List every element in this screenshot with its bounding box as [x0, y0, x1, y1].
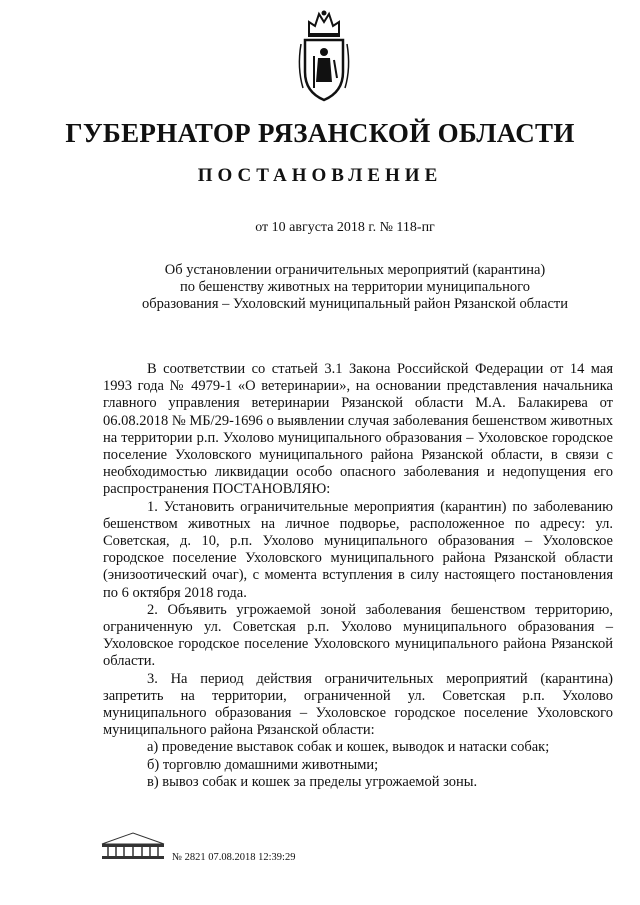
- subitem-paragraph: а) проведение выставок собак и кошек, выводок и натаски собак;: [147, 739, 550, 756]
- subitem-paragraph: б) торговлю домашними животными;: [147, 756, 379, 773]
- document-dateline: от 10 августа 2018 г. № 118-пг: [255, 220, 435, 235]
- document-type: ПОСТАНОВЛЕНИЕ: [197, 165, 443, 186]
- building-stamp-icon: [100, 830, 166, 860]
- document-body: [103, 361, 613, 791]
- subject-line: Об установлении ограничительных мероприятий (карантина): [164, 262, 546, 278]
- registration-stamp: № 2821 07.08.2018 12:39:29: [172, 852, 296, 863]
- subject-line: образования – Ухоловский муниципальный район Рязанской области: [142, 296, 568, 312]
- item-paragraph: 3. На период действия ограничительных мероприятий (карантина) запретить на территории, ограниченной ул. Советская р.п. Ухолово муниципального образования – Ухоловское городское поселение Ухоловского муниципального района Рязанской области:: [103, 670, 613, 739]
- page-title: ГУБЕРНАТОР РЯЗАНСКОЙ ОБЛАСТИ: [65, 118, 575, 148]
- subitem-paragraph: в) вывоз собак и кошек за пределы угрожаемой зоны.: [147, 773, 478, 790]
- coat-of-arms-icon: [295, 8, 353, 108]
- preamble-paragraph: В соответствии со статьей 3.1 Закона Российской Федерации от 14 мая 1993 года № 4979-1 «О ветеринарии», на основании представления начальника главного управления ветеринарии Рязанской области М.А. Балакирева от 06.08.2018 № МБ/29-1696 о выявлении случая заболевания бешенством животных на территории р.п. Ухолово муниципального образования – Ухоловское городское поселение Ухоловского муниципального района Рязанской области, в связи с необходимостью ликвидации особо опасного заболевания и недопущения его распространения ПОСТАНОВЛЯЮ:: [103, 361, 613, 498]
- item-paragraph: 1. Установить ограничительные мероприятия (карантин) по заболеванию бешенством животных на личное подворье, расположенное по адресу: ул. Советская, д. 10, р.п. Ухолово муниципального образования – Ухоловское городское поселение Ухоловского муниципального района Рязанской области (энизоотический очаг), с момента вступления в силу настоящего постановления по 6 октября 2018 года.: [103, 498, 613, 601]
- subject-line: по бешенству животных на территории муниципального: [179, 279, 531, 295]
- document-subject: [120, 262, 590, 313]
- item-paragraph: 2. Объявить угрожаемой зоной заболевания бешенством территорию, ограниченную ул. Советская р.п. Ухолово муниципального образования – Ухоловское городское поселение Ухоловского муниципального района Рязанской области.: [103, 601, 613, 670]
